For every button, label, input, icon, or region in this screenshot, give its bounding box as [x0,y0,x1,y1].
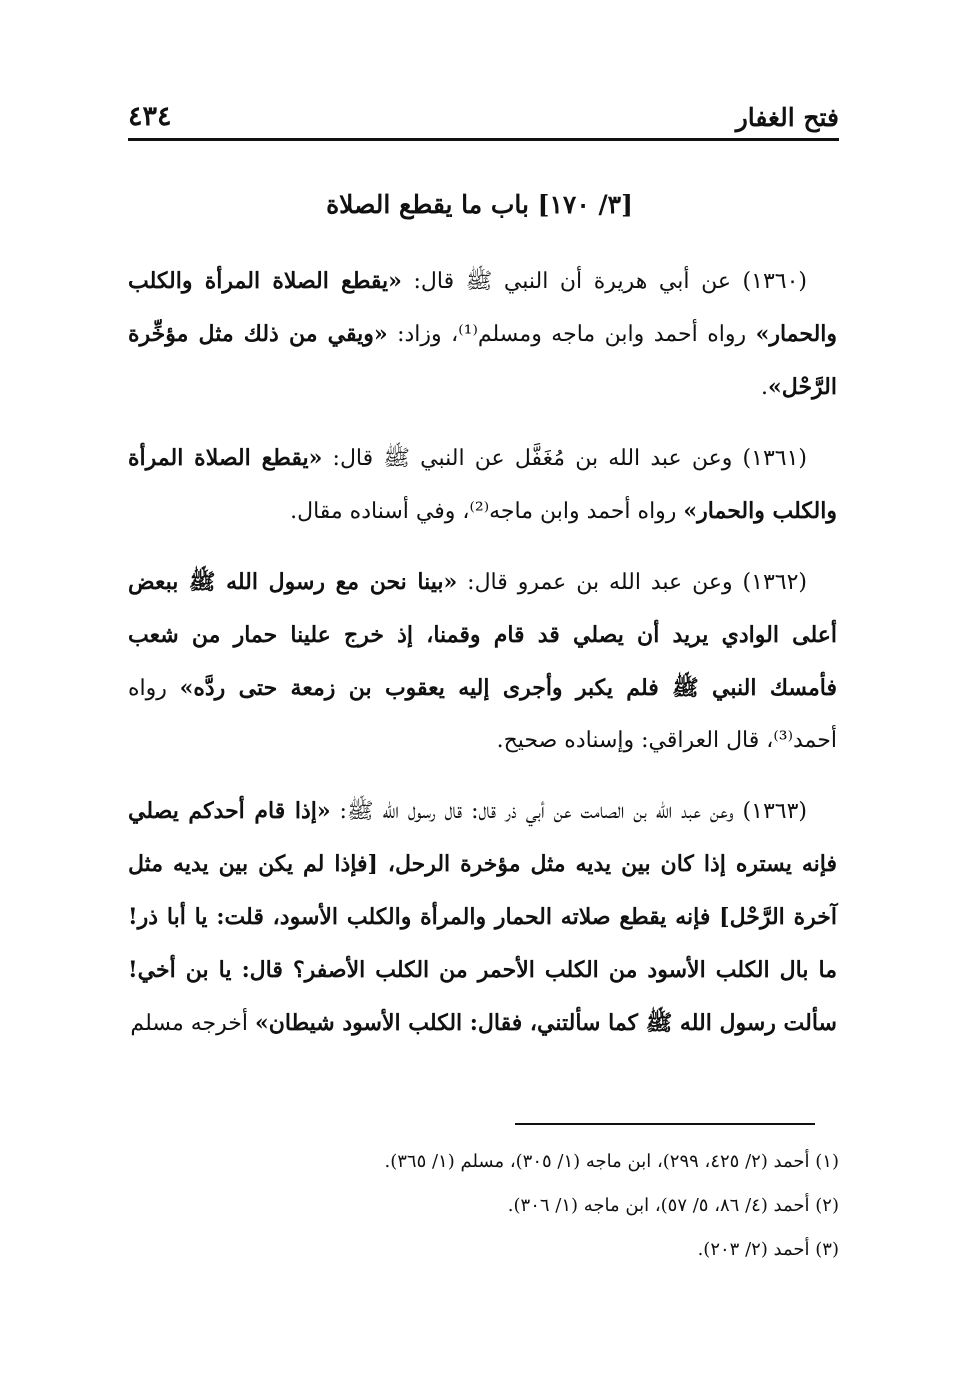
chapter-heading: [٣/ ١٧٠] باب ما يقطع الصلاة [326,190,633,219]
hadith-1362 [128,556,837,767]
running-header [128,88,839,141]
hadith-1360 [128,255,837,414]
hadith-matn: «يقطع الصلاة المرأة والكلب والحمار» [128,268,838,347]
book-title: فتح الغفار [735,103,839,132]
hadith-takhrij: أخرجه مسلم [130,1011,255,1036]
footnote-3: (٣) أحمد (٢/ ٢٠٣). [697,1239,839,1260]
page-number: ٤٣٤ [128,101,172,132]
hadith-matn: «بينا نحن مع رسول الله ﷺ ببعض أعلى الوادي يريد أن يصلي قد قام وقمنا، إذ خرج علينا حمار من شعب فأمسك النبي ﷺ فلم يكبر وأجرى إليه يعقوب بن زمعة حتى ردَّه» [128,569,837,701]
hadith-1361 [128,432,837,538]
hadith-intro: (١٣٦١) وعن عبد الله بن مُغَفَّل عن النبي ﷺ قال: [322,446,807,471]
hadith-end: . [761,375,769,400]
hadith-addition: «ويقي من ذلك مثل مؤخِّرة الرَّحْل» [128,321,837,400]
hadith-takhrij: رواه أحمد وابن ماجه ومسلم⁽¹⁾، وزاد: [387,322,756,347]
hadith-matn: «إذا قام أحدكم يصلي فإنه يستره إذا كان بين يديه مثل مؤخرة الرحل، [فإذا لم يكن بين يديه مثل آخرة الرَّحْل] فإنه يقطع صلاته الحمار والمرأة والكلب الأسود، قلت: يا أبا ذر! ما بال الكلب الأسود من الكلب الأحمر من الكلب الأصفر؟ قال: يا بن أخي! سألت رسول الله ﷺ كما سألتني، فقال: الكلب الأسود شيطان» [128,798,837,1036]
footnote-separator [515,1123,815,1125]
hadith-matn: «يقطع الصلاة المرأة والكلب والحمار» [128,445,837,524]
hadith-intro: (١٣٦٢) وعن عبد الله بن عمرو قال: [457,570,807,595]
hadith-intro: (١٣٦٣) وعن عبد الله بن الصامت عن أبي ذر قال: قال رسول الله ﷺ: [330,799,807,824]
hadith-intro: (١٣٦٠) عن أبي هريرة أن النبي ﷺ قال: [401,269,807,294]
hadith-takhrij: رواه أحمد⁽³⁾، قال العراقي: وإسناده صحيح. [128,676,837,753]
body-text [128,255,837,1068]
footnote-1: (١) أحمد (٢/ ٤٢٥، ٢٩٩)، ابن ماجه (١/ ٣٠٥)، مسلم (١/ ٣٦٥). [384,1151,839,1172]
footnote-2: (٢) أحمد (٤/ ٨٦، ٥/ ٥٧)، ابن ماجه (١/ ٣٠٦). [507,1195,839,1216]
hadith-1363 [128,785,837,1050]
footnotes [128,1140,839,1272]
hadith-takhrij: رواه أحمد وابن ماجه⁽²⁾، وفي أسناده مقال. [290,499,684,524]
